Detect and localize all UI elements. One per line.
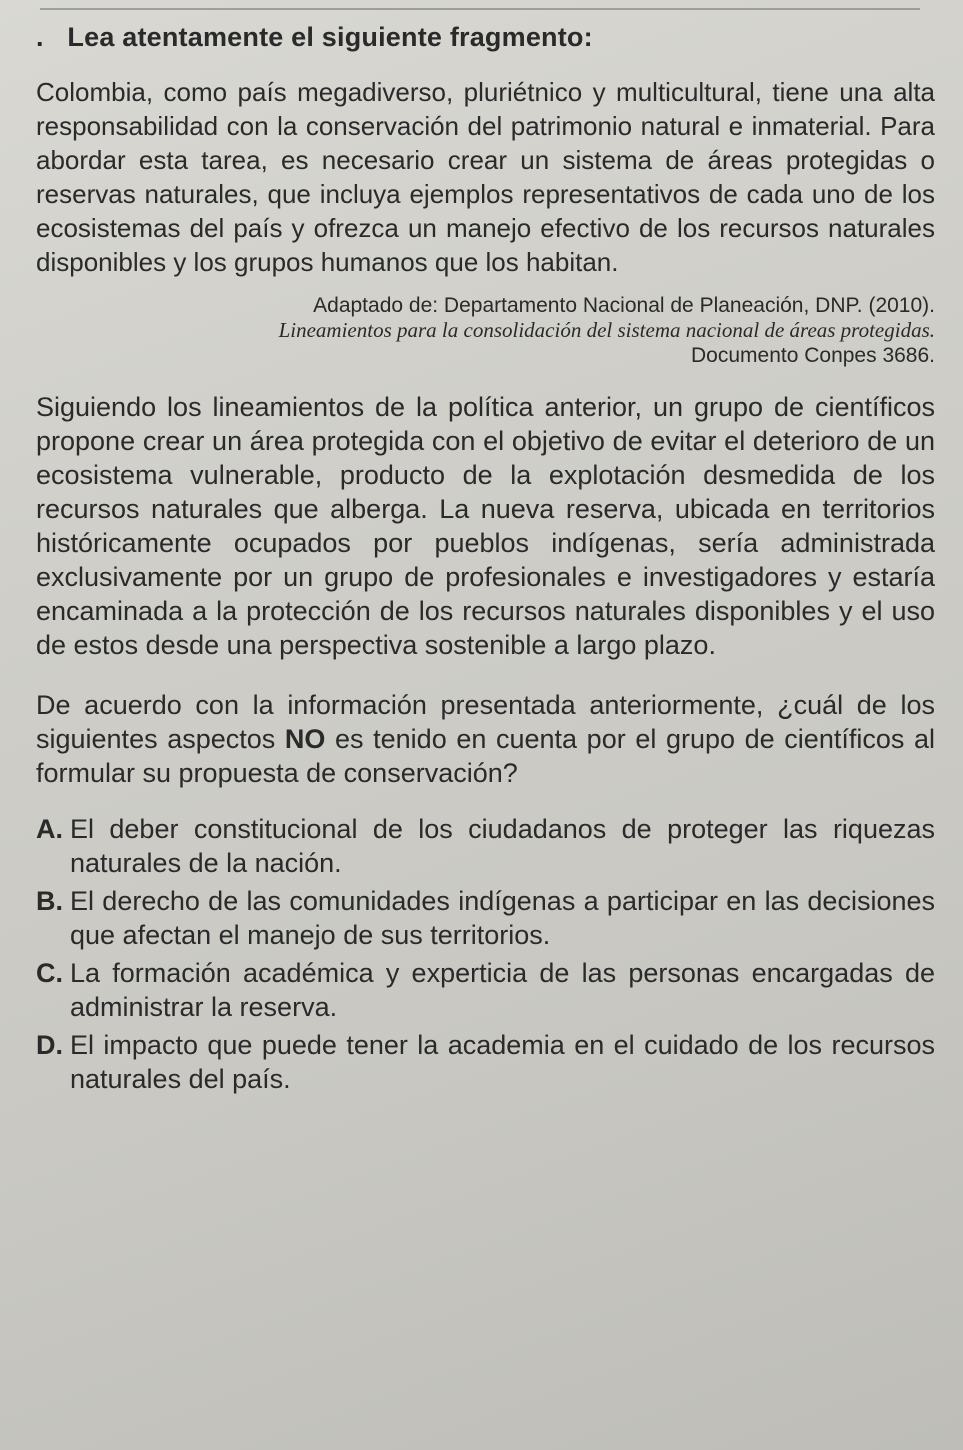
question-stem [36, 688, 935, 790]
instruction-text: Lea atentamente el siguiente fragmento: [67, 22, 593, 52]
source-line-2: Lineamientos para la consolidación del sistema nacional de áreas protegidas. [278, 318, 935, 342]
scenario-text: Siguiendo los lineamientos de la política anterior, un grupo de científicos propone crear un área protegida con el objetivo de evitar el deterioro de un ecosistema vulnerable, producto de la explotación desmedida de los recursos naturales que alberga. La nueva reserva, ubicada en territorios históricamente ocupados por pueblos indígenas, sería administrada exclusivamente por un grupo de profesionales e investigadores y estaría encaminada a la protección de los recursos naturales disponibles y el uso de estos desde una perspectiva sostenible a largo plazo. [36, 392, 935, 660]
source-line-3: Documento Conpes 3686. [691, 344, 935, 367]
source-citation [36, 293, 935, 368]
question-before: De acuerdo con la información presentada anteriormente, ¿cuál de los siguientes aspectos [36, 690, 935, 754]
question-number: . [36, 22, 44, 52]
question-emphasis: NO [284, 724, 326, 754]
option-c[interactable] [36, 956, 935, 1024]
option-letter: D. [36, 1030, 63, 1060]
option-text: La formación académica y experticia de las personas encargadas de administrar la reserva. [70, 958, 935, 1022]
option-text: El impacto que puede tener la academia en el cuidado de los recursos naturales del país. [70, 1030, 935, 1094]
option-letter: C. [36, 958, 63, 988]
option-d[interactable] [36, 1028, 935, 1096]
option-a[interactable] [36, 812, 935, 880]
question-after: es tenido en cuenta por el grupo de científicos al formular su propuesta de conservación? [36, 724, 935, 788]
source-line-1: Adaptado de: Departamento Nacional de Planeación, DNP. (2010). [313, 294, 935, 317]
instruction-line [36, 22, 935, 53]
option-letter: A. [36, 814, 63, 844]
passage-text: Colombia, como país megadiverso, pluriétnico y multicultural, tiene una alta responsabilidad con la conservación del patrimonio natural e inmaterial. Para abordar esta tarea, es necesario crear un sistema de áreas protegidas o reservas naturales, que incluya ejemplos representativos de cada uno de los ecosistemas del país y ofrezca un manejo efectivo de los recursos naturales disponibles y los grupos humanos que los habitan. [36, 77, 935, 277]
option-letter: B. [36, 886, 63, 916]
answer-options [36, 812, 935, 1096]
option-text: El derecho de las comunidades indígenas a participar en las decisiones que afectan el manejo de sus territorios. [70, 886, 935, 950]
option-text: El deber constitucional de los ciudadanos de proteger las riquezas naturales de la nación. [70, 814, 935, 878]
option-b[interactable] [36, 884, 935, 952]
